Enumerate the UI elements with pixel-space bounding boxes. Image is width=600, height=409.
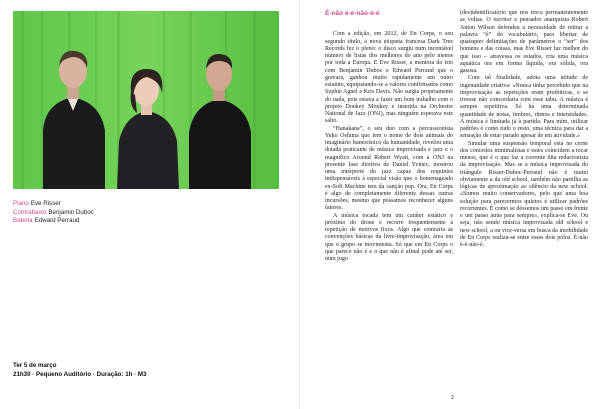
credit-role: Piano: [13, 200, 29, 207]
trio-photo: [13, 11, 279, 189]
credit-role: Contrabaixo: [13, 208, 47, 216]
article-column-2: [460, 10, 588, 249]
paragraph: Simular uma suspensão temporal está no cerne dos conceitos minimalistas e estes coincidem a tocar menos, que é o que faz a corrente dita reducionista da improvisação. Mas se a música improvisada do triângulo Risser-Duboc-Perraud não é muito obviamente a da old school, também não partilha as lógicas de aproximação ao silêncio da new school. «Somos muito conservadores, pelo que uma boa solução para parecermos quietos é utilizar padrões recorrentes. É como se déssemos um passo em frente e um passo atrás para sempre», explica-se Eve. Ou seja, não sendo música improvisada old school e new school, a ou vice-versa em busca da imobilidade de En Corps realiza-se entre esses dois pólos. É-não é-é-não-é.: [460, 140, 588, 248]
page-number: 2: [451, 395, 455, 401]
event-details: 21h30 · Pequeno Auditório · Duração: 1h · M3: [13, 370, 147, 378]
paragraph: Com tal finalidade, adota uma atitude de ingenuidade criativa: «Nunca tinha percebido que na improvisação as repetições eram proibitivas, e se tivesse não concordaria com esse tabu. A música é sempre repetitiva. Só há uma determinada quantidade de notas, timbres, ritmos e intensidades. A música é limitada já à partida. Para mim, utilizar padrões é como tudo o resto, uma técnica para dar a sensação de estar parado apesar de em atividade.»: [460, 75, 588, 140]
event-info: [13, 362, 147, 380]
credit-name: Eve Risser: [30, 200, 61, 207]
credits-list: [13, 200, 94, 226]
credit-name: Benjamin Duboc: [48, 208, 94, 216]
credit-piano: [13, 200, 94, 209]
right-page: [300, 0, 600, 409]
paragraph: Com a edição, em 2012, de En Corps, o seu segundo título, a nova etiqueta francesa Dark Tree Records fez o pleno: o disco surgiu num incontável número de listas dos melhores do ano pelo menos por toda a Europa. E Eve Risser, a mentora do trio com Benjamin Duboc e Edward Perraud que o gravara, ganhou muito rapidamente um outro estatuto, equiparando-se a valores confirmados como Sophie Agnel e Kris Davis. Não surgia propriamente do nada, pois estava a fazer um bom trabalho com o projeto Donkey Monkey e inserida na Orchestre National de Jazz (ONJ), mas ninguém esperava este salto.: [325, 31, 453, 125]
credit-role: Bateria: [13, 217, 33, 225]
credit-name: Edward Perraud: [34, 217, 80, 225]
article-column-1: [325, 10, 453, 263]
article-title: É-não é-é-não-é-é: [325, 10, 380, 17]
event-date: Ter 5 de março: [13, 362, 57, 369]
credit-bass: [13, 209, 94, 218]
paragraph: A música tocada tem um caráter estático e próximo do drone e recorre frequentemente à repetição de motivos fixos. Algo que contraria as convenções básicas da livre-improvisação, área em que o grupo se movimenta. Só que em En Corps o que parece não é e o que não é afinal pode até ser, num jogo: [325, 212, 453, 262]
paragraph: “Hanakana”, o seu duo com a percussionista Yuko Oshima que tem o nome de dois animais do imaginário humorístico da humanidade, revelou uma dotada praticante de música improvisada e jazz e o magnífico Around Robert Wyatt, com a ONJ na presente fase diretiva de Daniel Yvinec, mostrou uma intérprete do jazz capaz dos requintes indispensáveis à especial visão que o homenageado ex-Soft Machine tem da canção pop. Ora, En Corps é algo de completamente diferente dessas outras incursões, mesmo que possamos reconhecer alguns fatores.: [325, 125, 453, 212]
credit-drums: [13, 217, 94, 226]
paragraph: (des)identificatório que nos troca permanentemente as voltas. O escritor e pensador anarquista Robert Anton Wilson defendeu a necessidade de retirar a palavra “é” do vocabulário, para libertar de quaisquer delimitações de parâmetros o “ser” dos homens e das coisas, mas Eve Risser faz melhor do que isso – atravessa os estados, cria uma música aquática ora em forma líquida, ora sólida, ora gasosa.: [460, 10, 588, 74]
